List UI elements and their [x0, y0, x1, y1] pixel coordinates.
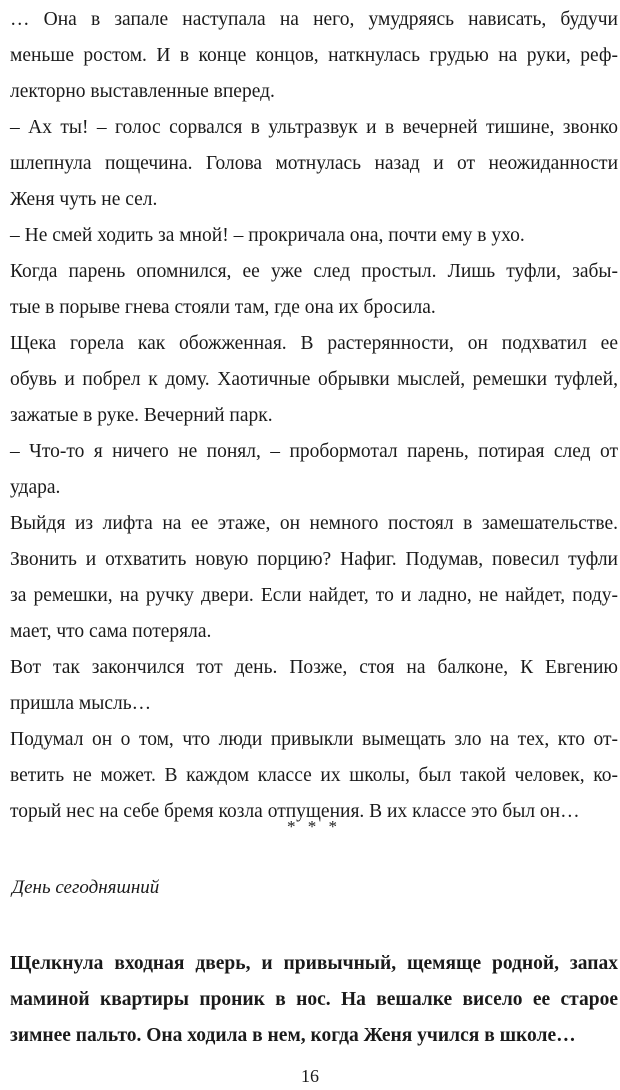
- text-line: Щека горела как обожженная. В растерянности, он подхватил ее: [10, 333, 618, 354]
- text-line: Женя чуть не сел.: [10, 189, 158, 210]
- text-line: обувь и побрел к дому. Хаотичные обрывки мыслей, ремешки туфлей,: [10, 369, 618, 390]
- text-line: … Она в запале наступала на него, умудряясь нависать, будучи: [10, 9, 618, 30]
- text-line: Выйдя из лифта на ее этаже, он немного постоял в замешательстве.: [10, 513, 618, 534]
- text-line: Вот так закончился тот день. Позже, стоя на балконе, К Евгению: [10, 657, 618, 678]
- text-line: Подумал он о том, что люди привыкли вымещать зло на тех, кто от-: [10, 729, 618, 750]
- text-line: – Не смей ходить за мной! – прокричала она, почти ему в ухо.: [10, 225, 525, 246]
- text-line: мает, что сама потеряла.: [10, 621, 212, 642]
- text-line: торый нес на себе бремя козла отпущения. В их классе это был он…: [10, 801, 580, 822]
- section-separator: * * *: [287, 817, 341, 836]
- bold-text-line: зимнее пальто. Она ходила в нем, когда Женя учился в школе…: [10, 1025, 576, 1046]
- text-line: пришла мысль…: [10, 693, 152, 714]
- text-line: ветить не может. В каждом классе их школы, был такой человек, ко-: [10, 765, 618, 786]
- text-line: удара.: [10, 477, 61, 498]
- text-line: Звонить и отхватить новую порцию? Нафиг. Подумав, повесил туфли: [10, 549, 618, 570]
- text-line: Когда парень опомнился, ее уже след простыл. Лишь туфли, забы-: [10, 261, 618, 282]
- section-title: День сегодняшний: [12, 877, 160, 898]
- text-line: тые в порыве гнева стояли там, где она их бросила.: [10, 297, 436, 318]
- text-line: шлепнула пощечина. Голова мотнулась назад и от неожиданности: [10, 153, 618, 174]
- text-line: зажатые в руке. Вечерний парк.: [10, 405, 273, 426]
- page-number: 16: [301, 1066, 319, 1086]
- text-line: лекторно выставленные вперед.: [10, 81, 275, 102]
- bold-text-line: Щелкнула входная дверь, и привычный, щемяще родной, запах: [10, 953, 618, 974]
- text-line: – Что-то я ничего не понял, – пробормотал парень, потирая след от: [10, 441, 618, 462]
- text-line: меньше ростом. И в конце концов, наткнулась грудью на руки, реф-: [10, 45, 618, 66]
- text-line: за ремешки, на ручку двери. Если найдет, то и ладно, не найдет, поду-: [10, 585, 618, 606]
- text-line: – Ах ты! – голос сорвался в ультразвук и в вечерней тишине, звонко: [10, 117, 618, 138]
- bold-text-line: маминой квартиры проник в нос. На вешалке висело ее старое: [10, 989, 618, 1010]
